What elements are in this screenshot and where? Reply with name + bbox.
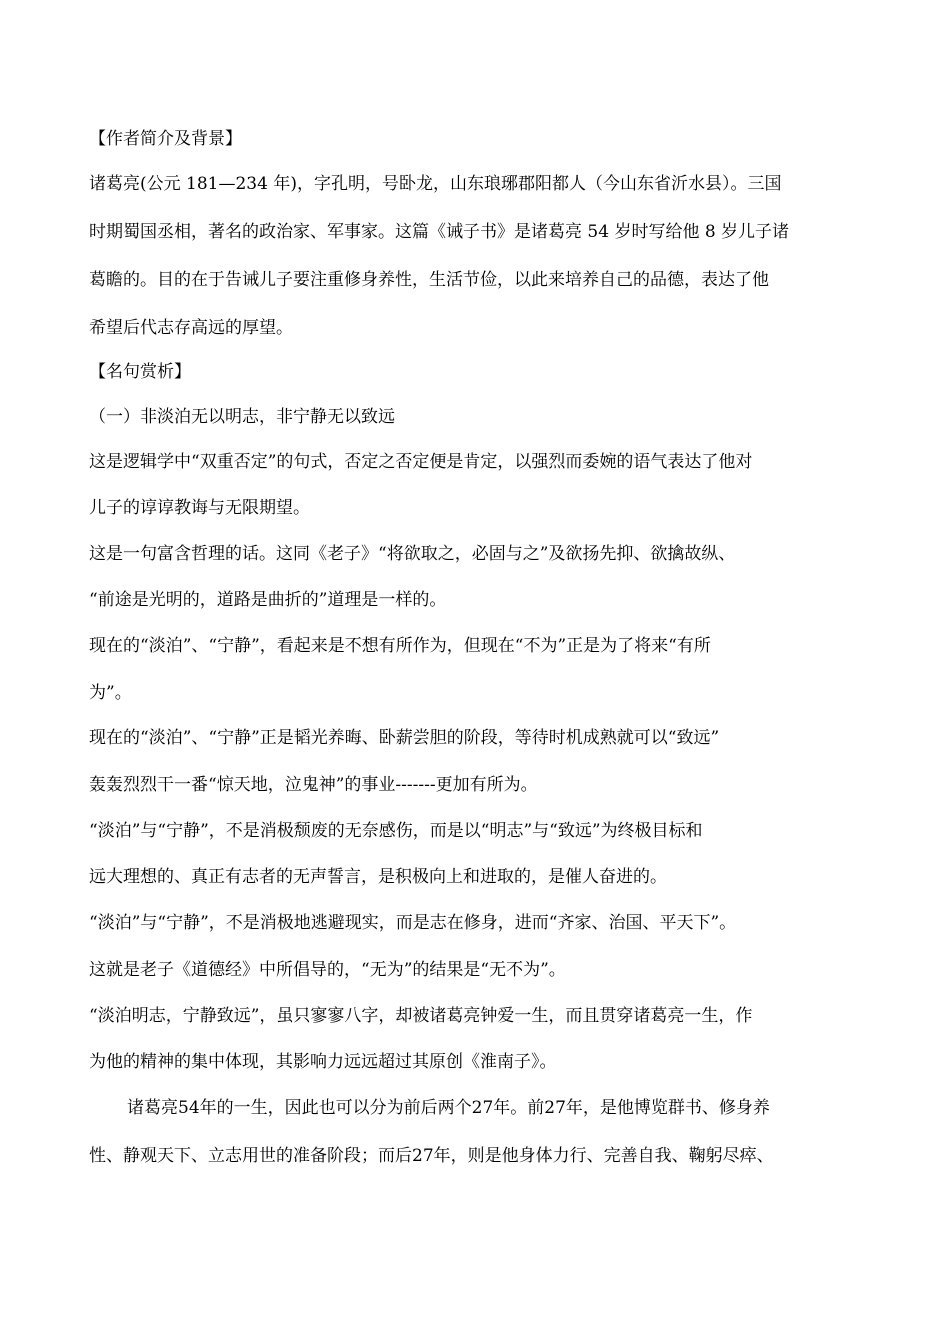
paragraph-line: 葛瞻的。目的在于告诫儿子要注重修身养性，生活节俭，以此来培养自己的品德，表达了他 xyxy=(89,270,769,290)
paragraph-line: “前途是光明的，道路是曲折的”道理是一样的。 xyxy=(89,590,447,610)
paragraph-line: 轰轰烈烈干一番“惊天地，泣鬼神”的事业-------更加有所为。 xyxy=(89,775,538,795)
paragraph-line: “淡泊明志，宁静致远”，虽只寥寥八字，却被诸葛亮钟爱一生，而且贯穿诸葛亮一生，作 xyxy=(89,1006,753,1026)
paragraph-line: “淡泊”与“宁静”，不是消极地逃避现实，而是志在修身，进而“齐家、治国、平天下”。 xyxy=(89,913,737,933)
paragraph-line: 性、静观天下、立志用世的准备阶段；而后27年，则是他身体力行、完善自我、鞠躬尽瘁、 xyxy=(89,1146,774,1166)
paragraph-line: 现在的“淡泊”、“宁静”正是韬光养晦、卧薪尝胆的阶段，等待时机成熟就可以“致远” xyxy=(89,728,720,748)
paragraph-line: 这是一句富含哲理的话。这同《老子》“将欲取之，必固与之”及欲扬先抑、欲擒故纵、 xyxy=(89,544,736,564)
paragraph-line: 时期蜀国丞相，著名的政治家、军事家。这篇《诫子书》是诸葛亮 54 岁时写给他 8 岁儿子诸 xyxy=(89,222,790,242)
paragraph-line: 为”。 xyxy=(89,683,132,703)
subsection-heading: （一）非淡泊无以明志，非宁静无以致远 xyxy=(89,407,395,427)
paragraph-line: 远大理想的、真正有志者的无声誓言，是积极向上和进取的，是催人奋进的。 xyxy=(89,867,667,887)
section-heading-author-background: 【作者简介及背景】 xyxy=(89,129,242,149)
paragraph-line: 诸葛亮(公元 181—234 年)，字孔明，号卧龙，山东琅琊郡阳都人（今山东省沂水县）。三国 xyxy=(89,174,782,194)
paragraph-line: 希望后代志存高远的厚望。 xyxy=(89,318,293,338)
paragraph-line: 为他的精神的集中体现，其影响力远远超过其原创《淮南子》。 xyxy=(89,1052,557,1072)
paragraph-line: 这就是老子《道德经》中所倡导的，“无为”的结果是“无不为”。 xyxy=(89,960,566,980)
paragraph-line-indented: 诸葛亮54年的一生，因此也可以分为前后两个27年。前27年，是他博览群书、修身养 xyxy=(127,1098,770,1118)
paragraph-line: 这是逻辑学中“双重否定”的句式，否定之否定便是肯定，以强烈而委婉的语气表达了他对 xyxy=(89,452,753,472)
paragraph-line: 儿子的谆谆教诲与无限期望。 xyxy=(89,498,310,518)
section-heading-famous-quote: 【名句赏析】 xyxy=(89,362,191,382)
paragraph-line: “淡泊”与“宁静”，不是消极颓废的无奈感伤，而是以“明志”与“致远”为终极目标和 xyxy=(89,821,703,841)
paragraph-line: 现在的“淡泊”、“宁静”，看起来是不想有所作为，但现在“不为”正是为了将来“有所 xyxy=(89,636,711,656)
